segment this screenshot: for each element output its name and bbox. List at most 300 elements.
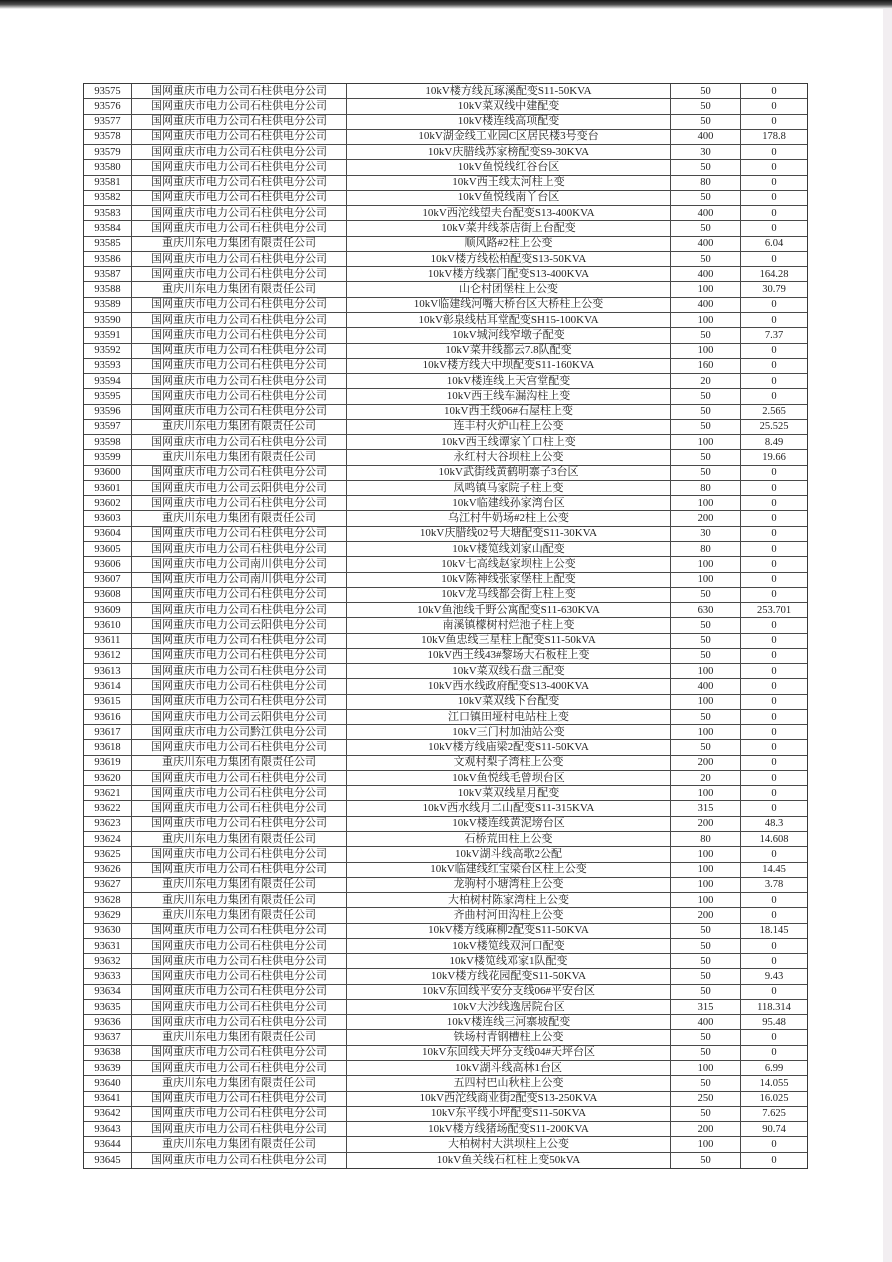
table-row bbox=[84, 84, 807, 99]
cell-capacity: 80 bbox=[671, 176, 741, 190]
cell-id: 93602 bbox=[84, 496, 132, 510]
table-row bbox=[84, 1030, 807, 1045]
cell-id: 93579 bbox=[84, 145, 132, 159]
page-right-edge bbox=[883, 9, 892, 1262]
table-row bbox=[84, 344, 807, 359]
cell-company: 国网重庆市电力公司石柱供电分公司 bbox=[132, 267, 347, 281]
table-row bbox=[84, 924, 807, 939]
cell-name: 10kV大沙线逸居院台区 bbox=[347, 1000, 671, 1014]
cell-value: 9.43 bbox=[764, 971, 784, 983]
table-row bbox=[84, 1015, 807, 1030]
table-row bbox=[84, 634, 807, 649]
table-row bbox=[84, 130, 807, 145]
table-row bbox=[84, 176, 807, 191]
cell-name: 10kV楼方线寨门配变S13-400KVA bbox=[347, 267, 671, 281]
cell-name: 10kV东回线天坪分支线04#天坪台区 bbox=[347, 1046, 671, 1060]
cell-name: 10kV楼笕线刘家山配变 bbox=[347, 542, 671, 556]
cell-value: 95.48 bbox=[762, 1016, 786, 1028]
page-top-edge bbox=[0, 0, 892, 9]
cell-capacity: 50 bbox=[671, 84, 741, 98]
cell-id: 93588 bbox=[84, 282, 132, 296]
cell-value: 0 bbox=[771, 711, 777, 723]
cell-value: 0 bbox=[771, 192, 777, 204]
cell-name: 龙驹村小塘湾柱上公变 bbox=[347, 878, 671, 892]
cell-id: 93641 bbox=[84, 1092, 132, 1106]
cell-id: 93577 bbox=[84, 115, 132, 129]
cell-company: 国网重庆市电力公司石柱供电分公司 bbox=[132, 786, 347, 800]
table-row bbox=[84, 908, 807, 923]
table-row bbox=[84, 99, 807, 114]
cell-name: 永红村大谷坝柱上公变 bbox=[347, 450, 671, 464]
table-row bbox=[84, 1122, 807, 1137]
cell-capacity: 100 bbox=[671, 557, 741, 571]
table-row bbox=[84, 420, 807, 435]
cell-name: 10kV西王线43#黎场大石板柱上变 bbox=[347, 649, 671, 663]
cell-id: 93606 bbox=[84, 557, 132, 571]
cell-id: 93608 bbox=[84, 588, 132, 602]
cell-capacity: 50 bbox=[671, 954, 741, 968]
cell-capacity: 20 bbox=[671, 771, 741, 785]
table-row bbox=[84, 496, 807, 511]
cell-company: 国网重庆市电力公司石柱供电分公司 bbox=[132, 389, 347, 403]
cell-name: 10kV楼方线麻柳2配变S11-50KVA bbox=[347, 924, 671, 938]
cell-capacity: 80 bbox=[671, 542, 741, 556]
cell-name: 10kV临建线河嘴大桥台区大桥柱上公变 bbox=[347, 298, 671, 312]
cell-id: 93609 bbox=[84, 603, 132, 617]
cell-capacity: 50 bbox=[671, 1076, 741, 1090]
cell-capacity: 100 bbox=[671, 435, 741, 449]
table-row bbox=[84, 374, 807, 389]
table-row bbox=[84, 405, 807, 420]
cell-company: 重庆川东电力集团有限责任公司 bbox=[132, 908, 347, 922]
cell-name: 10kV城河线窄墩子配变 bbox=[347, 328, 671, 342]
cell-id: 93630 bbox=[84, 924, 132, 938]
cell-id: 93607 bbox=[84, 573, 132, 587]
cell-company: 国网重庆市电力公司石柱供电分公司 bbox=[132, 679, 347, 693]
cell-capacity: 400 bbox=[671, 679, 741, 693]
cell-company: 国网重庆市电力公司石柱供电分公司 bbox=[132, 359, 347, 373]
cell-company: 国网重庆市电力公司石柱供电分公司 bbox=[132, 817, 347, 831]
cell-value: 0 bbox=[771, 680, 777, 692]
cell-id: 93604 bbox=[84, 527, 132, 541]
cell-name: 顺风路#2柱上公变 bbox=[347, 237, 671, 251]
cell-id: 93581 bbox=[84, 176, 132, 190]
cell-value: 0 bbox=[771, 1047, 777, 1059]
cell-capacity: 100 bbox=[671, 282, 741, 296]
cell-company: 重庆川东电力集团有限责任公司 bbox=[132, 282, 347, 296]
cell-capacity: 100 bbox=[671, 496, 741, 510]
cell-company: 国网重庆市电力公司石柱供电分公司 bbox=[132, 939, 347, 953]
cell-name: 10kV西王线车漏沟柱上变 bbox=[347, 389, 671, 403]
cell-value: 2.565 bbox=[762, 406, 786, 418]
cell-value: 0 bbox=[771, 390, 777, 402]
cell-value: 0 bbox=[771, 803, 777, 815]
cell-capacity: 315 bbox=[671, 801, 741, 815]
cell-value: 253.701 bbox=[756, 604, 792, 616]
cell-id: 93595 bbox=[84, 389, 132, 403]
cell-company: 国网重庆市电力公司石柱供电分公司 bbox=[132, 695, 347, 709]
cell-capacity: 50 bbox=[671, 328, 741, 342]
cell-value: 0 bbox=[771, 360, 777, 372]
cell-company: 国网重庆市电力公司石柱供电分公司 bbox=[132, 206, 347, 220]
cell-company: 重庆川东电力集团有限责任公司 bbox=[132, 1076, 347, 1090]
cell-company: 国网重庆市电力公司石柱供电分公司 bbox=[132, 374, 347, 388]
cell-company: 国网重庆市电力公司石柱供电分公司 bbox=[132, 160, 347, 174]
table-row bbox=[84, 466, 807, 481]
cell-value: 6.04 bbox=[764, 238, 784, 250]
cell-name: 10kV鱼池线千野公寓配变S11-630KVA bbox=[347, 603, 671, 617]
table-row bbox=[84, 1107, 807, 1122]
cell-value: 0 bbox=[771, 894, 777, 906]
cell-id: 93624 bbox=[84, 832, 132, 846]
cell-capacity: 50 bbox=[671, 160, 741, 174]
cell-value: 0 bbox=[771, 345, 777, 357]
cell-value: 0 bbox=[771, 757, 777, 769]
cell-id: 93617 bbox=[84, 725, 132, 739]
cell-name: 10kV东回线平安分支线06#平安台区 bbox=[347, 985, 671, 999]
table-row bbox=[84, 282, 807, 297]
cell-capacity: 200 bbox=[671, 1122, 741, 1136]
cell-capacity: 400 bbox=[671, 267, 741, 281]
table-row bbox=[84, 252, 807, 267]
cell-value: 0 bbox=[771, 726, 777, 738]
cell-id: 93582 bbox=[84, 191, 132, 205]
cell-value: 0 bbox=[771, 314, 777, 326]
cell-value: 0 bbox=[771, 986, 777, 998]
cell-name: 10kV楼笕线双河口配变 bbox=[347, 939, 671, 953]
cell-name: 10kV庆腊线苏家榜配变S9-30KVA bbox=[347, 145, 671, 159]
cell-name: 10kV鱼悦线毛曾坝台区 bbox=[347, 771, 671, 785]
cell-value: 118.314 bbox=[757, 1001, 791, 1013]
cell-id: 93645 bbox=[84, 1153, 132, 1168]
cell-company: 国网重庆市电力公司石柱供电分公司 bbox=[132, 1046, 347, 1060]
cell-id: 93591 bbox=[84, 328, 132, 342]
cell-id: 93605 bbox=[84, 542, 132, 556]
cell-capacity: 50 bbox=[671, 389, 741, 403]
cell-capacity: 50 bbox=[671, 1030, 741, 1044]
cell-capacity: 50 bbox=[671, 618, 741, 632]
table-row bbox=[84, 1076, 807, 1091]
cell-capacity: 50 bbox=[671, 588, 741, 602]
table-row bbox=[84, 237, 807, 252]
cell-name: 10kV西水线政府配变S13-400KVA bbox=[347, 679, 671, 693]
cell-capacity: 100 bbox=[671, 573, 741, 587]
cell-name: 南溪镇檬树村烂池子柱上变 bbox=[347, 618, 671, 632]
cell-id: 93642 bbox=[84, 1107, 132, 1121]
cell-value: 164.28 bbox=[759, 268, 789, 280]
cell-capacity: 50 bbox=[671, 649, 741, 663]
cell-value: 0 bbox=[771, 650, 777, 662]
cell-capacity: 200 bbox=[671, 756, 741, 770]
cell-name: 10kV西沱线商业街2配变S13-250KVA bbox=[347, 1092, 671, 1106]
table-row bbox=[84, 1092, 807, 1107]
cell-name: 10kV楼笕线邓家1队配变 bbox=[347, 954, 671, 968]
cell-value: 0 bbox=[771, 940, 777, 952]
cell-company: 国网重庆市电力公司石柱供电分公司 bbox=[132, 740, 347, 754]
cell-capacity: 200 bbox=[671, 908, 741, 922]
cell-company: 重庆川东电力集团有限责任公司 bbox=[132, 832, 347, 846]
cell-capacity: 100 bbox=[671, 313, 741, 327]
cell-name: 10kV彰泉线枯耳堂配变SH15-100KVA bbox=[347, 313, 671, 327]
table-row bbox=[84, 679, 807, 694]
cell-value: 0 bbox=[771, 589, 777, 601]
cell-value: 48.3 bbox=[764, 818, 784, 830]
table-row bbox=[84, 985, 807, 1000]
cell-company: 国网重庆市电力公司石柱供电分公司 bbox=[132, 344, 347, 358]
cell-value: 3.78 bbox=[764, 879, 784, 891]
cell-value: 0 bbox=[771, 665, 777, 677]
cell-id: 93603 bbox=[84, 511, 132, 525]
cell-id: 93583 bbox=[84, 206, 132, 220]
cell-company: 国网重庆市电力公司石柱供电分公司 bbox=[132, 466, 347, 480]
table-row bbox=[84, 588, 807, 603]
cell-company: 国网重庆市电力公司石柱供电分公司 bbox=[132, 924, 347, 938]
cell-name: 10kV楼方线猪场配变S11-200KVA bbox=[347, 1122, 671, 1136]
table-row bbox=[84, 328, 807, 343]
cell-company: 国网重庆市电力公司南川供电分公司 bbox=[132, 573, 347, 587]
cell-name: 10kV菜双线中建配变 bbox=[347, 99, 671, 113]
cell-name: 10kV菜双线石盘三配变 bbox=[347, 664, 671, 678]
table-row bbox=[84, 542, 807, 557]
cell-company: 国网重庆市电力公司石柱供电分公司 bbox=[132, 863, 347, 877]
cell-name: 10kV楼连线高项配变 bbox=[347, 115, 671, 129]
table-row bbox=[84, 893, 807, 908]
cell-id: 93643 bbox=[84, 1122, 132, 1136]
cell-value: 7.625 bbox=[762, 1108, 786, 1120]
cell-capacity: 80 bbox=[671, 481, 741, 495]
cell-capacity: 400 bbox=[671, 206, 741, 220]
cell-capacity: 30 bbox=[671, 527, 741, 541]
cell-value: 6.99 bbox=[764, 1062, 784, 1074]
cell-id: 93615 bbox=[84, 695, 132, 709]
cell-id: 93623 bbox=[84, 817, 132, 831]
cell-capacity: 400 bbox=[671, 237, 741, 251]
cell-name: 10kV东平线小坪配变S11-50KVA bbox=[347, 1107, 671, 1121]
cell-value: 0 bbox=[771, 497, 777, 509]
cell-name: 大柏树村陈家湾柱上公变 bbox=[347, 893, 671, 907]
cell-capacity: 50 bbox=[671, 1153, 741, 1168]
cell-value: 0 bbox=[771, 223, 777, 235]
cell-id: 93611 bbox=[84, 634, 132, 648]
cell-company: 国网重庆市电力公司石柱供电分公司 bbox=[132, 985, 347, 999]
table-row bbox=[84, 954, 807, 969]
cell-name: 乌江村牛奶场#2柱上公变 bbox=[347, 511, 671, 525]
cell-capacity: 50 bbox=[671, 221, 741, 235]
cell-value: 7.37 bbox=[764, 329, 784, 341]
cell-id: 93627 bbox=[84, 878, 132, 892]
cell-value: 0 bbox=[771, 955, 777, 967]
cell-value: 0 bbox=[771, 696, 777, 708]
table-row bbox=[84, 740, 807, 755]
cell-capacity: 100 bbox=[671, 1137, 741, 1151]
cell-value: 30.79 bbox=[762, 284, 786, 296]
cell-value: 14.608 bbox=[759, 833, 789, 845]
cell-id: 93640 bbox=[84, 1076, 132, 1090]
cell-value: 0 bbox=[771, 161, 777, 173]
cell-name: 10kV菜双线下台配变 bbox=[347, 695, 671, 709]
cell-name: 10kV湖金线工业园C区居民楼3号变台 bbox=[347, 130, 671, 144]
cell-company: 国网重庆市电力公司石柱供电分公司 bbox=[132, 542, 347, 556]
cell-capacity: 630 bbox=[671, 603, 741, 617]
cell-id: 93637 bbox=[84, 1030, 132, 1044]
table-row bbox=[84, 298, 807, 313]
cell-value: 8.49 bbox=[764, 436, 784, 448]
cell-company: 重庆川东电力集团有限责任公司 bbox=[132, 893, 347, 907]
cell-company: 重庆川东电力集团有限责任公司 bbox=[132, 237, 347, 251]
cell-value: 0 bbox=[771, 1032, 777, 1044]
cell-capacity: 100 bbox=[671, 664, 741, 678]
cell-name: 10kV楼方线大中坝配变S11-160KVA bbox=[347, 359, 671, 373]
cell-id: 93620 bbox=[84, 771, 132, 785]
cell-company: 国网重庆市电力公司石柱供电分公司 bbox=[132, 1015, 347, 1029]
table-row bbox=[84, 435, 807, 450]
cell-company: 国网重庆市电力公司石柱供电分公司 bbox=[132, 496, 347, 510]
cell-id: 93586 bbox=[84, 252, 132, 266]
cell-name: 10kV临建线红宝梁台区柱上公变 bbox=[347, 863, 671, 877]
table-row bbox=[84, 664, 807, 679]
cell-value: 0 bbox=[771, 742, 777, 754]
cell-capacity: 100 bbox=[671, 878, 741, 892]
cell-id: 93632 bbox=[84, 954, 132, 968]
cell-company: 重庆川东电力集团有限责任公司 bbox=[132, 420, 347, 434]
cell-value: 0 bbox=[771, 1154, 777, 1166]
cell-company: 国网重庆市电力公司云阳供电分公司 bbox=[132, 710, 347, 724]
cell-id: 93618 bbox=[84, 740, 132, 754]
cell-company: 国网重庆市电力公司石柱供电分公司 bbox=[132, 649, 347, 663]
cell-value: 0 bbox=[771, 146, 777, 158]
cell-id: 93644 bbox=[84, 1137, 132, 1151]
cell-name: 10kV菜井线都云7.8队配变 bbox=[347, 344, 671, 358]
cell-company: 国网重庆市电力公司石柱供电分公司 bbox=[132, 84, 347, 98]
table-row bbox=[84, 725, 807, 740]
cell-id: 93636 bbox=[84, 1015, 132, 1029]
cell-name: 齐曲村河田沟柱上公变 bbox=[347, 908, 671, 922]
cell-company: 国网重庆市电力公司石柱供电分公司 bbox=[132, 1107, 347, 1121]
cell-value: 90.74 bbox=[762, 1123, 786, 1135]
cell-value: 14.45 bbox=[762, 864, 786, 876]
cell-company: 国网重庆市电力公司石柱供电分公司 bbox=[132, 130, 347, 144]
cell-value: 0 bbox=[771, 100, 777, 112]
cell-name: 10kV庆腊线02号大塘配变S11-30KVA bbox=[347, 527, 671, 541]
cell-name: 10kV湖斗线高林1台区 bbox=[347, 1061, 671, 1075]
cell-company: 国网重庆市电力公司石柱供电分公司 bbox=[132, 1000, 347, 1014]
cell-name: 10kV楼连线三河寨坡配变 bbox=[347, 1015, 671, 1029]
cell-value: 14.055 bbox=[759, 1077, 789, 1089]
cell-company: 国网重庆市电力公司石柱供电分公司 bbox=[132, 221, 347, 235]
table-row bbox=[84, 695, 807, 710]
cell-id: 93622 bbox=[84, 801, 132, 815]
cell-name: 10kV鱼关线石杠柱上变50kVA bbox=[347, 1153, 671, 1168]
cell-capacity: 100 bbox=[671, 893, 741, 907]
cell-name: 10kV鱼忠线三星柱上配变S11-50kVA bbox=[347, 634, 671, 648]
cell-id: 93628 bbox=[84, 893, 132, 907]
cell-id: 93575 bbox=[84, 84, 132, 98]
cell-name: 10kV西水线月二山配变S11-315KVA bbox=[347, 801, 671, 815]
cell-capacity: 50 bbox=[671, 1046, 741, 1060]
table-row bbox=[84, 359, 807, 374]
cell-capacity: 400 bbox=[671, 130, 741, 144]
cell-name: 石桥荒田柱上公变 bbox=[347, 832, 671, 846]
cell-value: 0 bbox=[771, 574, 777, 586]
table-row bbox=[84, 771, 807, 786]
table-row bbox=[84, 618, 807, 633]
cell-capacity: 50 bbox=[671, 115, 741, 129]
cell-capacity: 50 bbox=[671, 191, 741, 205]
cell-value: 0 bbox=[771, 848, 777, 860]
cell-id: 93612 bbox=[84, 649, 132, 663]
cell-company: 国网重庆市电力公司石柱供电分公司 bbox=[132, 313, 347, 327]
cell-company: 国网重庆市电力公司南川供电分公司 bbox=[132, 557, 347, 571]
table-row bbox=[84, 481, 807, 496]
cell-name: 山仑村团堡柱上公变 bbox=[347, 282, 671, 296]
cell-id: 93584 bbox=[84, 221, 132, 235]
cell-company: 国网重庆市电力公司石柱供电分公司 bbox=[132, 603, 347, 617]
cell-name: 10kV楼方线松柏配变S13-50KVA bbox=[347, 252, 671, 266]
cell-value: 0 bbox=[771, 528, 777, 540]
cell-capacity: 50 bbox=[671, 969, 741, 983]
cell-id: 93633 bbox=[84, 969, 132, 983]
cell-company: 国网重庆市电力公司石柱供电分公司 bbox=[132, 252, 347, 266]
cell-name: 10kV武街线黄鹤明寨子3台区 bbox=[347, 466, 671, 480]
cell-name: 10kV鱼悦线南丫台区 bbox=[347, 191, 671, 205]
cell-id: 93626 bbox=[84, 863, 132, 877]
cell-value: 0 bbox=[771, 253, 777, 265]
cell-value: 0 bbox=[771, 375, 777, 387]
table-row bbox=[84, 649, 807, 664]
cell-company: 国网重庆市电力公司石柱供电分公司 bbox=[132, 435, 347, 449]
cell-id: 93580 bbox=[84, 160, 132, 174]
table-row bbox=[84, 527, 807, 542]
table-row bbox=[84, 267, 807, 282]
cell-company: 国网重庆市电力公司石柱供电分公司 bbox=[132, 328, 347, 342]
table-row bbox=[84, 939, 807, 954]
cell-name: 五四村巴山秋柱上公变 bbox=[347, 1076, 671, 1090]
cell-name: 10kV西王线谭家丫口柱上变 bbox=[347, 435, 671, 449]
cell-company: 国网重庆市电力公司石柱供电分公司 bbox=[132, 191, 347, 205]
cell-value: 0 bbox=[771, 177, 777, 189]
cell-name: 10kV菜井线茶店街上台配变 bbox=[347, 221, 671, 235]
table-row bbox=[84, 1153, 807, 1168]
table-row bbox=[84, 1061, 807, 1076]
cell-value: 0 bbox=[771, 299, 777, 311]
cell-company: 国网重庆市电力公司石柱供电分公司 bbox=[132, 527, 347, 541]
cell-id: 93594 bbox=[84, 374, 132, 388]
cell-capacity: 50 bbox=[671, 939, 741, 953]
cell-company: 重庆川东电力集团有限责任公司 bbox=[132, 756, 347, 770]
cell-capacity: 100 bbox=[671, 847, 741, 861]
cell-capacity: 200 bbox=[671, 511, 741, 525]
table-row bbox=[84, 710, 807, 725]
cell-name: 凤鸣镇马家院子柱上变 bbox=[347, 481, 671, 495]
cell-company: 国网重庆市电力公司云阳供电分公司 bbox=[132, 618, 347, 632]
cell-value: 0 bbox=[771, 85, 777, 97]
table-row bbox=[84, 1046, 807, 1061]
cell-id: 93625 bbox=[84, 847, 132, 861]
table-row bbox=[84, 832, 807, 847]
cell-name: 大柏树村大洪坝柱上公变 bbox=[347, 1137, 671, 1151]
cell-name: 10kV菜双线星月配变 bbox=[347, 786, 671, 800]
cell-name: 10kV湖斗线高歌2公配 bbox=[347, 847, 671, 861]
cell-capacity: 50 bbox=[671, 252, 741, 266]
cell-capacity: 80 bbox=[671, 832, 741, 846]
cell-id: 93593 bbox=[84, 359, 132, 373]
cell-value: 0 bbox=[771, 116, 777, 128]
table-row bbox=[84, 801, 807, 816]
table-row bbox=[84, 847, 807, 862]
cell-capacity: 315 bbox=[671, 1000, 741, 1014]
cell-capacity: 50 bbox=[671, 466, 741, 480]
cell-company: 国网重庆市电力公司石柱供电分公司 bbox=[132, 954, 347, 968]
